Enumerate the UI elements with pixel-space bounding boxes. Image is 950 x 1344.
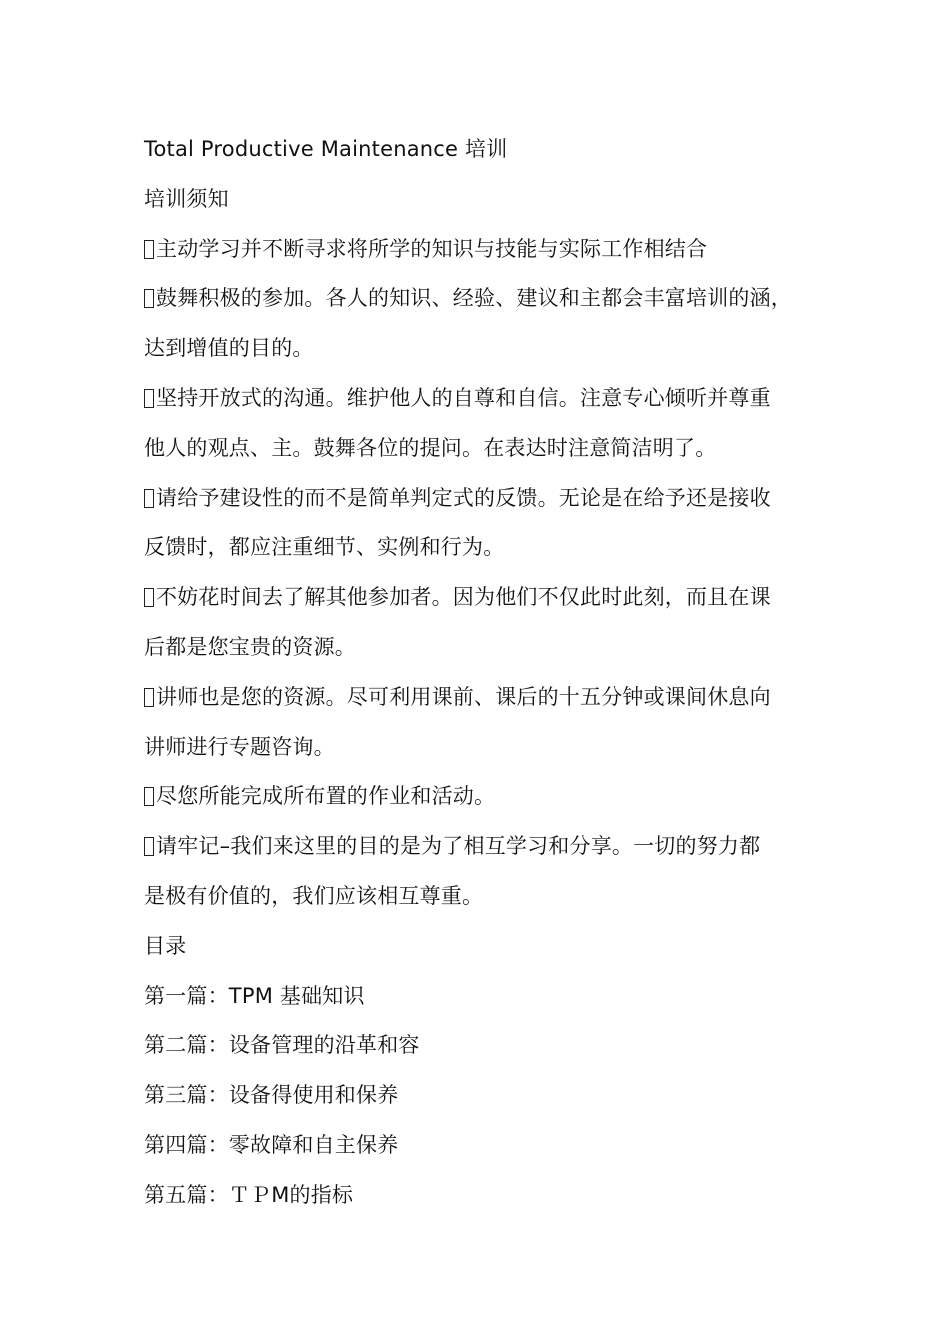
bullet-box-icon xyxy=(144,837,154,856)
notice-item-continuation: 讲师进行专题咨询。 xyxy=(144,734,335,759)
toc-item: 第五篇：ＴＰM的指标 xyxy=(144,1182,354,1207)
bullet-box-icon xyxy=(144,389,154,408)
toc-item: 第一篇：TPM 基础知识 xyxy=(144,983,365,1008)
notice-item-text: 主动学习并不断寻求将所学的知识与技能与实际工作相结合 xyxy=(156,236,708,261)
toc-list xyxy=(144,972,824,1221)
toc-heading: 目录 xyxy=(144,933,187,958)
notice-item-text: 尽您所能完成所布置的作业和活动。 xyxy=(156,784,496,809)
notice-item-continuation: 达到增值的目的。 xyxy=(144,336,314,361)
notice-item-text: 讲师也是您的资源。尽可利用课前、课后的十五分钟或课间休息向 xyxy=(156,684,771,709)
notice-item xyxy=(144,673,824,723)
toc-item: 第二篇：设备管理的沿革和容 xyxy=(144,1033,420,1058)
notice-heading: 培训须知 xyxy=(144,186,229,211)
document-body xyxy=(144,125,824,1221)
toc-item: 第三篇：设备得使用和保养 xyxy=(144,1083,399,1108)
bullet-box-icon xyxy=(144,588,154,607)
notice-item xyxy=(144,225,824,275)
toc-item: 第四篇：零故障和自主保养 xyxy=(144,1132,399,1157)
notice-item-continuation: 是极有价值的，我们应该相互尊重。 xyxy=(144,883,484,908)
bullet-box-icon xyxy=(144,688,154,707)
bullet-box-icon xyxy=(144,240,154,259)
notice-item xyxy=(144,274,824,324)
notice-item-text: 请给予建设性的而不是简单判定式的反馈。无论是在给予还是接收 xyxy=(156,485,771,510)
notice-list xyxy=(144,225,824,922)
notice-item-text: 坚持开放式的沟通。维护他人的自尊和自信。注意专心倾听并尊重 xyxy=(156,385,771,410)
notice-item xyxy=(144,822,824,872)
notice-item-continuation: 他人的观点、主。鼓舞各位的提问。在表达时注意简洁明了。 xyxy=(144,435,717,460)
notice-item xyxy=(144,772,824,822)
bullet-box-icon xyxy=(144,787,154,806)
bullet-box-icon xyxy=(144,489,154,508)
notice-item-text: 鼓舞积极的参加。各人的知识、经验、建议和主都会丰富培训的涵， xyxy=(156,286,792,311)
notice-item xyxy=(144,573,824,623)
notice-item xyxy=(144,374,824,424)
notice-item-continuation: 后都是您宝贵的资源。 xyxy=(144,634,356,659)
document-title: Total Productive Maintenance 培训 xyxy=(144,137,508,161)
notice-item xyxy=(144,474,824,524)
bullet-box-icon xyxy=(144,289,154,308)
notice-item-text: 请牢记–我们来这里的目的是为了相互学习和分享。一切的努力都 xyxy=(156,834,761,859)
notice-item-continuation: 反馈时，都应注重细节、实例和行为。 xyxy=(144,535,505,560)
notice-item-text: 不妨花时间去了解其他参加者。因为他们不仅此时此刻，而且在课 xyxy=(156,585,771,610)
